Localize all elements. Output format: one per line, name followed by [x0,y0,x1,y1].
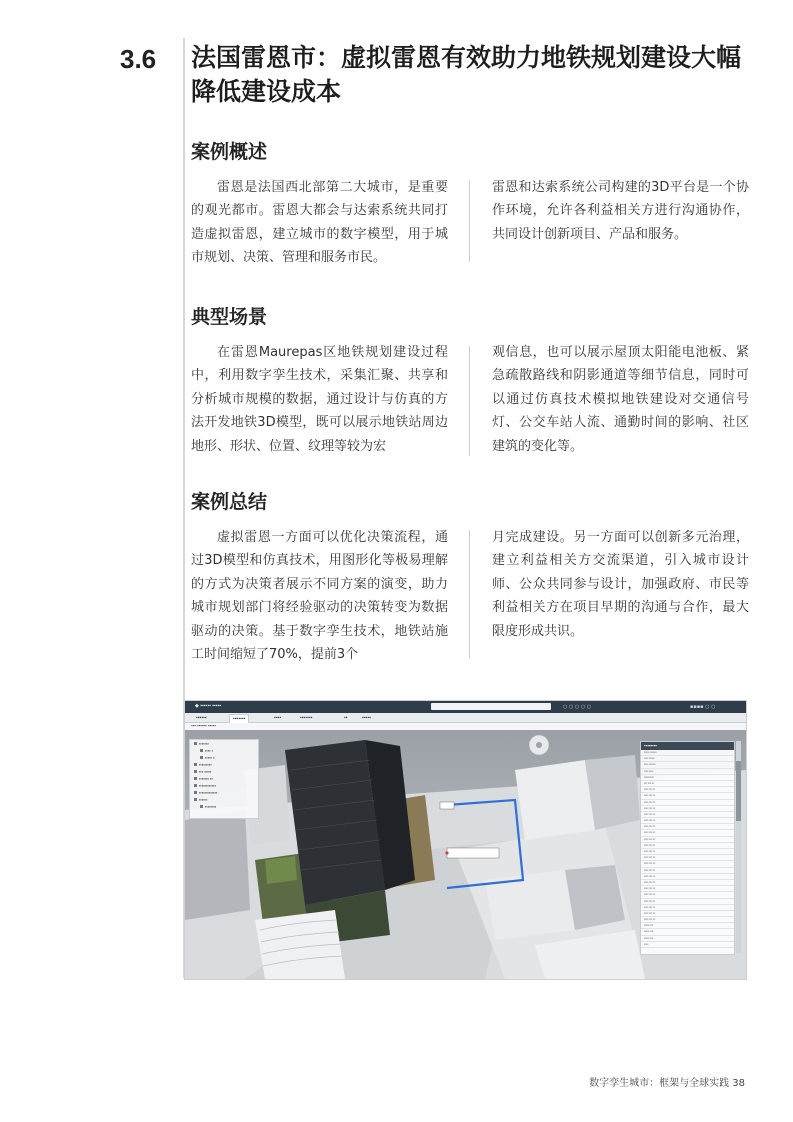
footer-book-title: 数字孪生城市：框架与全球实践 [589,1078,730,1089]
scenario-heading: 典型场景 [191,306,268,328]
properties-header: ▪▪▪▪▪▪▪▪ [641,742,734,750]
scenario-right-text: 观信息，也可以展示屋顶太阳能电池板、紧急疏散路线和阴影通道等细节信息，同时可以通过仿真技术模拟地铁建设对交通信号灯、公交车站人流、通勤时间的影响、社区建筑的变化等。 [492,345,749,454]
tab: ▪▪▪▪▪▪ [196,715,207,721]
properties-panel: ▪▪▪▪▪▪▪▪ ▪▪▪▪▪ ▪▪▪▪▪▪ ▪▪▪▪ ▪▪▪▪▪ ▪▪▪▪ ▪▪▪▪▪▪ ▪▪▪▪ ▪▪▪▪ ▪▪▪▪▪▪▪▪▪ ▪▪▪ ▪▪▪ ▪▪ ▪▪▪▪ ▪▪▪ ▪▪ ▪▪▪▪ ▪▪▪ ▪▪ ▪▪▪▪ ▪▪▪ ▪▪ ▪▪▪▪ ▪▪▪ ▪▪ ▪▪▪▪ ▪▪▪ ▪▪ ▪▪▪▪ ▪▪▪ ▪▪ ▪▪▪▪ ▪▪▪ ▪▪ ▪▪▪▪ ▪▪▪ ▪▪ ▪▪▪▪ ▪▪▪ ▪▪ ▪▪▪▪ ▪▪▪ ▪▪ ▪▪▪▪ ▪▪▪ ▪▪ ▪▪▪▪ ▪▪▪ ▪▪ ▪▪▪▪ ▪▪▪ ▪▪ ▪▪▪▪ ▪▪▪ ▪▪ ▪▪▪▪ ▪▪▪ ▪▪ ▪▪▪▪ ▪▪▪ ▪▪ ▪▪▪▪ ▪▪▪ ▪▪ ▪▪▪▪ ▪▪▪ ▪▪ ▪▪▪▪ ▪▪▪ ▪▪ ▪▪▪▪ ▪▪▪ ▪▪ ▪▪▪▪ ▪▪▪ ▪▪ ▪▪▪▪ ▪▪▪ ▪▪ ▪▪▪▪▪ ▪▪▪ ▪▪▪▪▪ ▪▪▪ ▪▪▪▪▪ ▪▪▪ ▪▪▪▪ [640,741,735,955]
platform-screenshot [184,700,747,980]
search-field [431,703,551,710]
summary-left-text: 虚拟雷恩一方面可以优化决策流程，通过3D模型和仿真技术，用图形化等极易理解的方式为决策者展示不同方案的演变，助力城市规划部门将经验驱动的决策转变为数据驱动的决策。基于数字孪生技术，地铁站施工时间缩短了70%，提前3个 [191,530,448,663]
app-tabs-bar [185,713,746,723]
toolbar-icons: ○ ○ ○ ○ ○ [563,704,592,710]
layer-tree-panel: ▪▪▪▪▪▪▪ ▪▪▪▪ ▪ ▪▪▪▪▪ ▪ ▪▪▪▪▪▪▪▪▪ ▪▪▪ ▪▪▪▪▪ ▪▪▪▪▪▪▪ ▪▪ ▪▪▪▪▪▪▪▪▪▪▪▪ ▪▪▪▪▪▪▪▪▪▪▪▪▪ ▪▪▪▪▪▪ ▪▪▪▪▪▪▪▪ [189,739,259,819]
tab: ▪▪▪▪ [274,715,282,721]
column-divider [469,346,470,456]
summary-right-text: 月完成建设。另一方面可以创新多元治理，建立利益相关方交流渠道，引入城市设计师、公众共同参与设计，加强政府、市民等利益相关方在项目早期的沟通与合作，最大限度形成共识。 [492,530,749,639]
tab: ▪▪ [344,715,348,721]
overview-right-text: 雷恩和达索系统公司构建的3D平台是一个协作环境，允许各利益相关方进行沟通协作，共同设计创新项目、产品和服务。 [492,180,749,242]
column-divider [469,530,470,658]
app-logo-icon: ◆ ▪▪▪▪▪▪ ▪▪▪▪▪ [195,703,222,709]
page-number: 38 [732,1078,745,1089]
tab: ▪▪▪▪▪▪▪ [300,715,313,721]
tab-active: ▪▪▪▪▪▪▪ [229,714,249,723]
user-menu-icon: ▪▪▪▪ ○ ○ [690,704,716,710]
column-divider [469,180,470,262]
section-title: 法国雷恩市：虚拟雷恩有效助力地铁规划建设大幅降低建设成本 [191,43,742,106]
app-top-bar [185,701,746,713]
overview-heading: 案例概述 [191,141,268,163]
scenario-left-text: 在雷恩Maurepas区地铁规划建设过程中，利用数字孪生技术，采集汇聚、共享和分析城市规模的数据，通过设计与仿真的方法开发地铁3D模型，既可以展示地铁站周边地形、形状、位置、纹理等较为宏 [191,345,448,454]
properties-scrollbar [736,741,741,953]
tab: ▪▪▪▪▪ [362,715,371,721]
section-number: 3.6 [120,44,157,74]
breadcrumb: ▪▪▪ ▪▪▪▪▪▪ ▪▪▪▪▪ [185,723,747,730]
overview-left-text: 雷恩是法国西北部第二大城市，是重要的观光都市。雷恩大都会与达索系统共同打造虚拟雷恩，建立城市的数字模型，用于城市规划、决策、管理和服务市民。 [191,180,448,266]
summary-heading: 案例总结 [191,491,268,513]
page-footer [589,1074,745,1089]
